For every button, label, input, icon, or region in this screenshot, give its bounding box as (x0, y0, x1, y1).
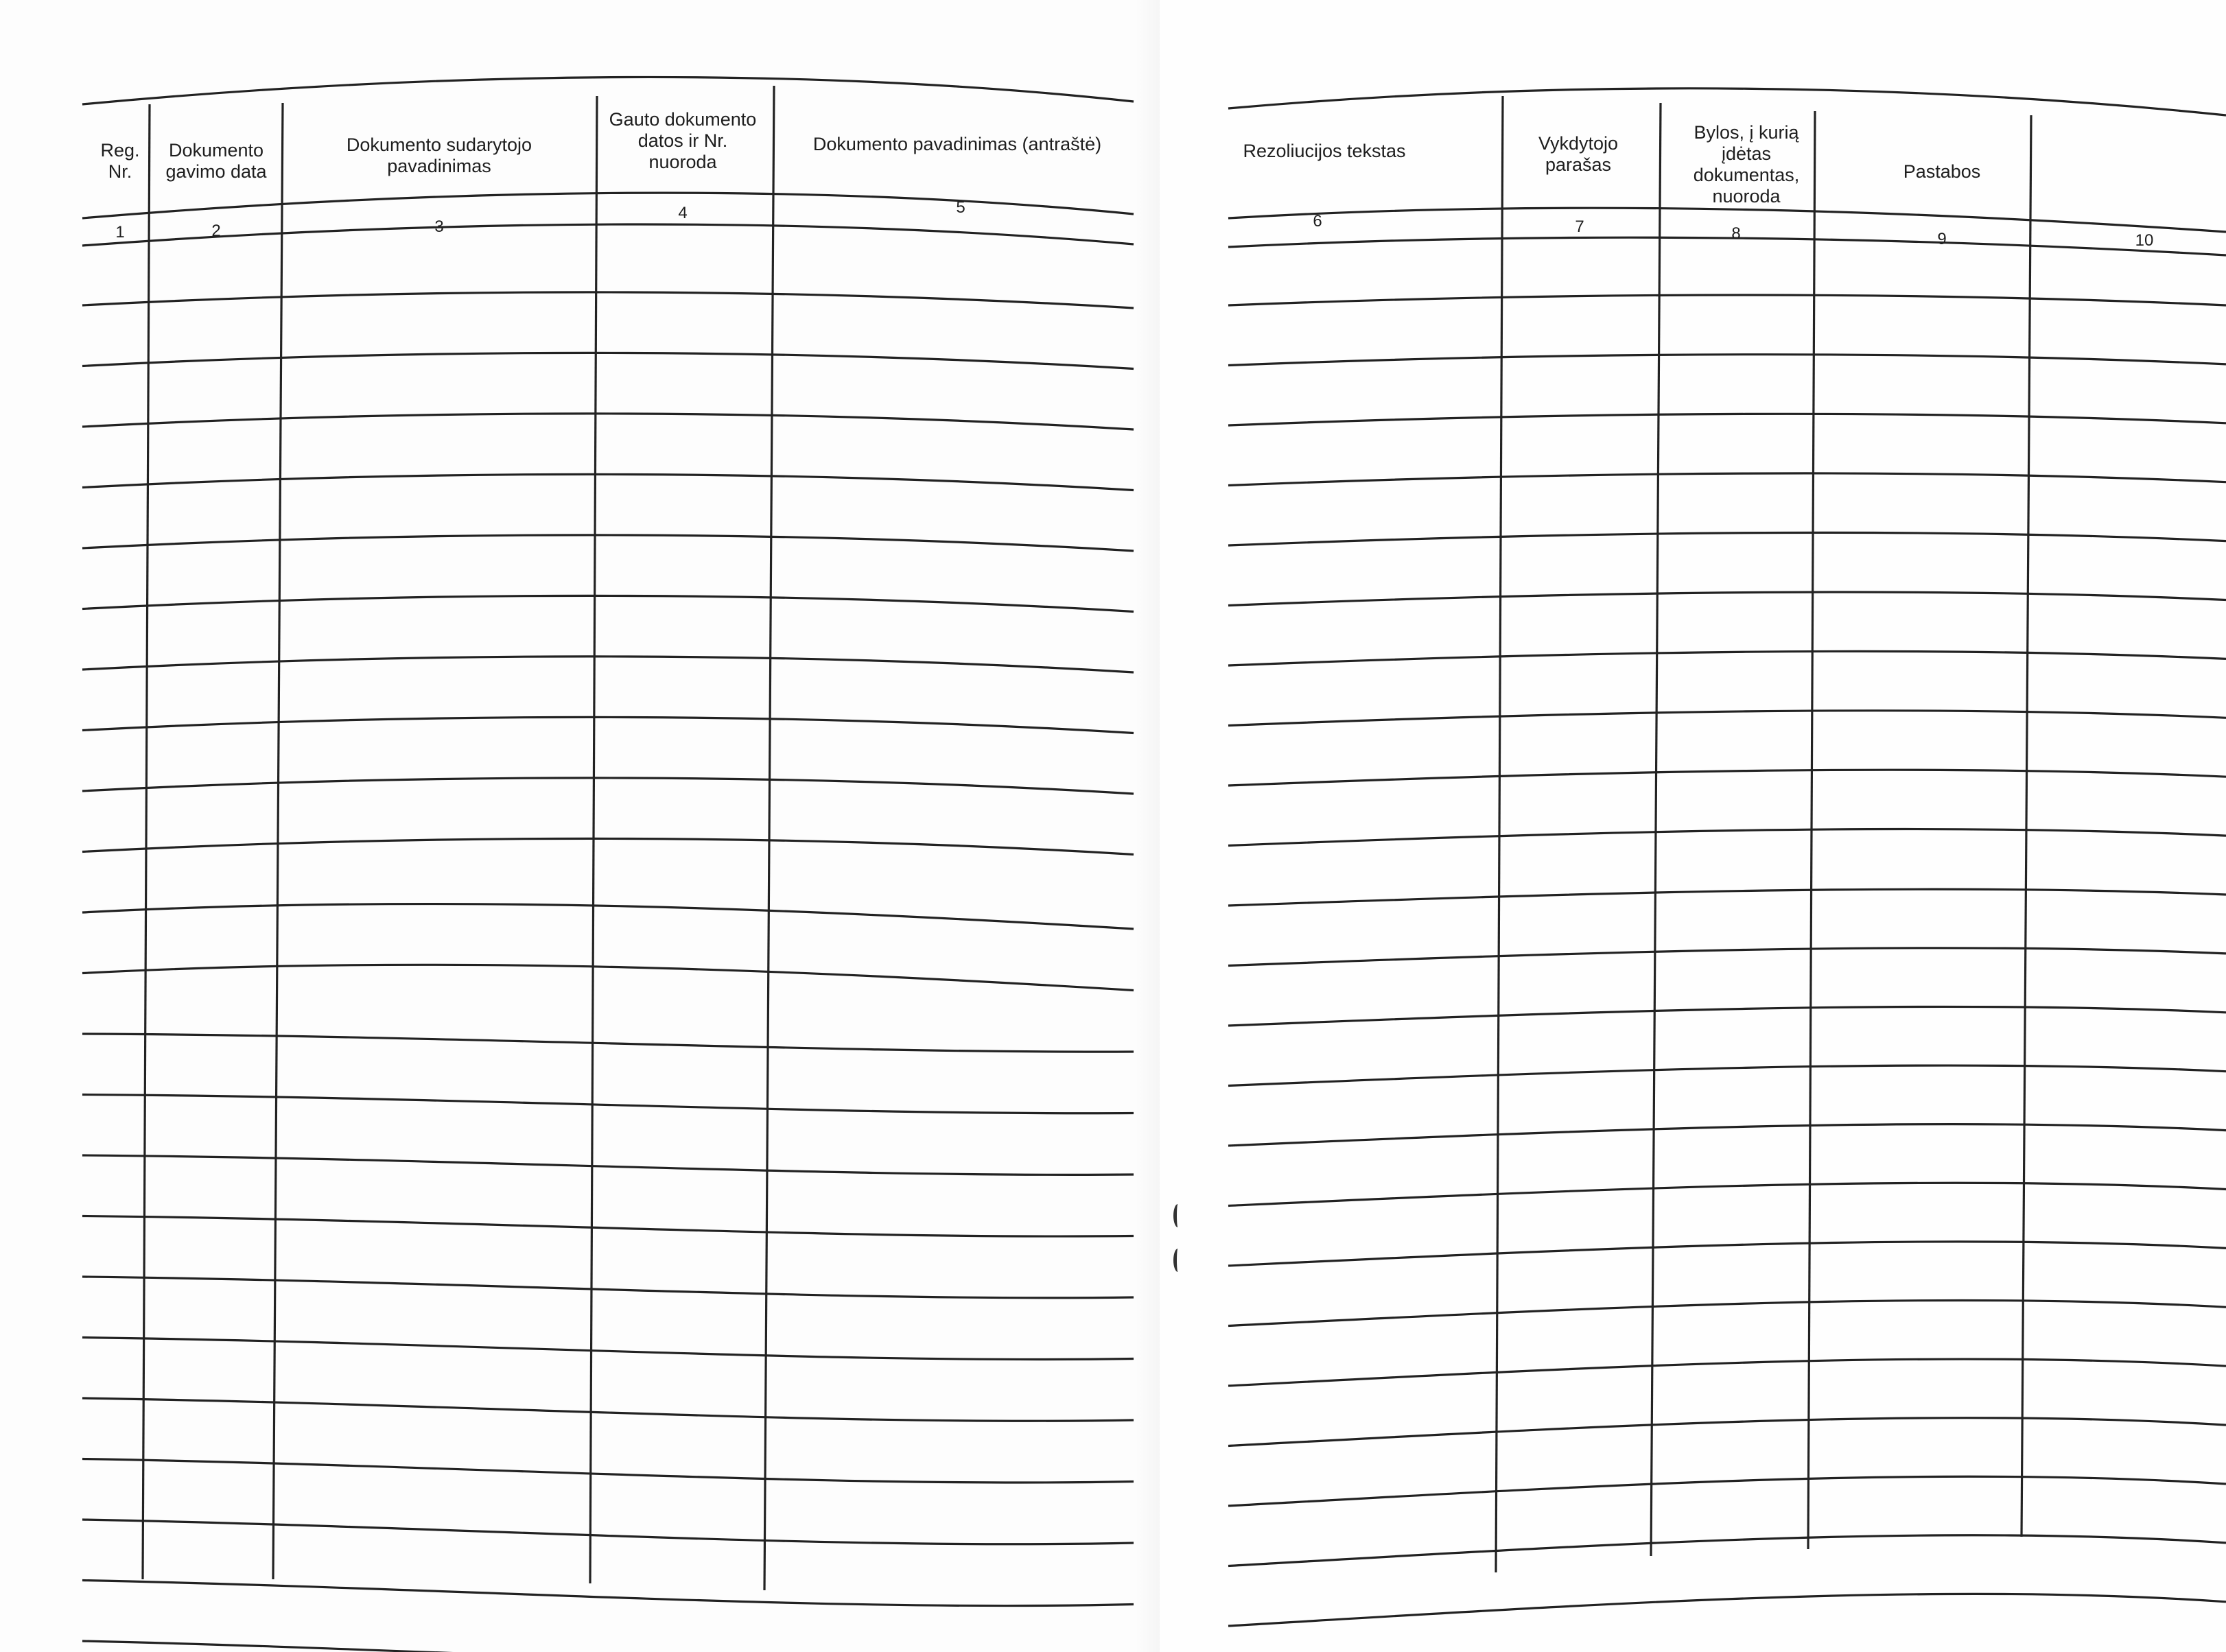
header-creator-name: Dokumento sudarytojo pavadinimas (346, 134, 532, 176)
left-row-line (82, 1155, 1134, 1175)
right-row-line (1228, 1535, 2226, 1566)
left-row-line (82, 778, 1134, 794)
right-row-line (1228, 295, 2226, 305)
right-row-line (1228, 889, 2226, 906)
right-page (1160, 0, 2226, 1652)
left-row-line (82, 474, 1134, 490)
header-reg-nr: Reg. Nr. (100, 140, 140, 182)
right-column-line (1651, 103, 1661, 1556)
right-row-line (1228, 1418, 2226, 1446)
right-row-line (1228, 948, 2226, 966)
left-row-line (82, 965, 1134, 990)
right-row-line (1228, 473, 2226, 486)
left-row-line (82, 717, 1134, 733)
right-row-line (1228, 1359, 2226, 1386)
staple-bottom (1173, 1204, 1182, 1227)
left-row-line (82, 1095, 1134, 1113)
col-number-3: 3 (434, 217, 444, 236)
right-row-line (1228, 1183, 2226, 1205)
right-row-line (1228, 770, 2226, 786)
header-doc-title: Dokumento pavadinimas (antraštė) (812, 133, 1102, 154)
left-row-line (82, 1520, 1134, 1544)
header-executor-signature: Vykdytojo parašas (1538, 133, 1619, 175)
right-row-line (1228, 1242, 2226, 1266)
col-number-9: 9 (1937, 230, 1947, 248)
right-row-line (1228, 532, 2226, 545)
col-number-10: 10 (2135, 231, 2154, 250)
col-number-5: 5 (956, 198, 965, 217)
col-number-4: 4 (678, 204, 688, 222)
right-row-line (1228, 1124, 2226, 1146)
left-row-line (82, 1034, 1134, 1052)
left-column-line (764, 86, 774, 1590)
header-col-10 (2045, 144, 2216, 199)
left-row-line (82, 535, 1134, 551)
header-receipt-date: Dokumento gavimo data (165, 140, 267, 182)
header-resolution-text: Rezoliucijos tekstas (1243, 140, 1406, 161)
right-page-grid (1160, 0, 2226, 1652)
right-row-line (1228, 711, 2226, 726)
col-number-6: 6 (1313, 212, 1322, 231)
left-row-line (82, 657, 1134, 672)
left-row-line (82, 1641, 1134, 1652)
left-column-line (273, 103, 283, 1579)
left-row-line (82, 838, 1134, 854)
col-number-2: 2 (211, 222, 221, 240)
staple-bottom-2 (1173, 1249, 1182, 1272)
right-row-line (1228, 592, 2226, 606)
left-row-line (82, 1581, 1134, 1606)
right-row-line (1228, 414, 2226, 425)
right-column-line (1496, 96, 1503, 1572)
right-column-line (2022, 115, 2031, 1537)
left-row-line (82, 1398, 1134, 1421)
right-row-line (1228, 829, 2226, 845)
right-row-line (1228, 1006, 2226, 1026)
left-row-line (82, 1338, 1134, 1360)
left-row-line (82, 1277, 1134, 1298)
left-row-line (82, 292, 1134, 308)
header-case-reference: Bylos, į kurią įdėtas dokumentas, nuoroda (1693, 122, 1800, 206)
right-row-line (1228, 1065, 2226, 1086)
col-number-7: 7 (1575, 217, 1584, 236)
right-row-line (1228, 1300, 2226, 1325)
left-row-line (82, 1459, 1134, 1483)
right-row-line (1228, 1594, 2226, 1626)
header-notes: Pastabos (1903, 161, 1981, 182)
col-number-1: 1 (115, 223, 125, 241)
col-number-8: 8 (1731, 224, 1741, 243)
right-row-line (1228, 651, 2226, 665)
left-column-line (143, 104, 150, 1579)
left-row-line (82, 224, 1134, 246)
left-row-line (82, 904, 1134, 929)
left-row-line (82, 1216, 1134, 1237)
left-row-line (82, 414, 1134, 429)
left-row-line (82, 353, 1134, 368)
right-row-line (1228, 355, 2226, 366)
left-column-line (590, 96, 597, 1583)
header-doc-date-nr: Gauto dokumento datos ir Nr. nuoroda (609, 108, 757, 172)
right-row-line (1228, 1476, 2226, 1506)
left-row-line (82, 595, 1134, 611)
right-row-line (1228, 88, 2226, 115)
